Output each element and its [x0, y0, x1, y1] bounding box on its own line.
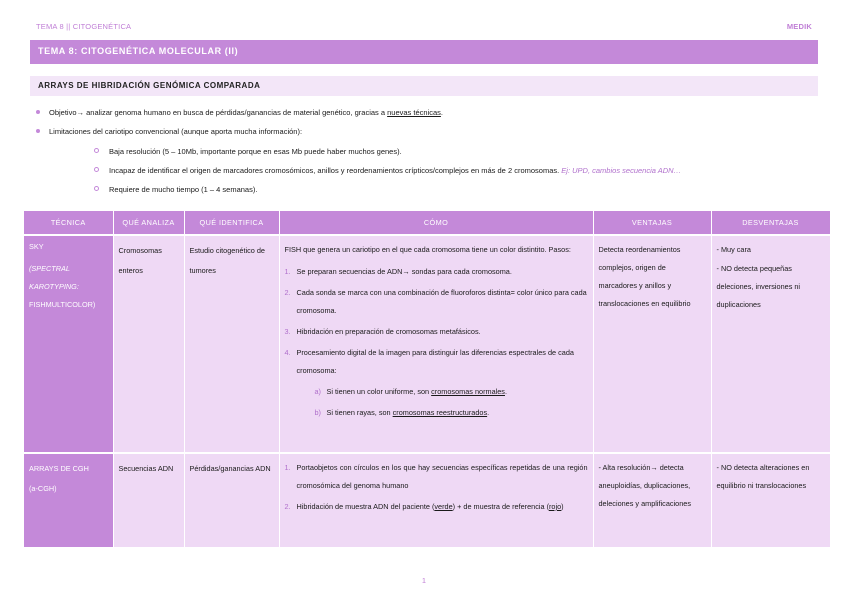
header-right: MEDIK: [786, 22, 812, 31]
bullet-ring-icon: [94, 186, 99, 191]
page-header: [36, 22, 812, 34]
list-item: b) Si tienen rayas, son cromosomas reestructurados.: [314, 408, 490, 417]
cgh-technique-cell: ARRAYS DE CGH (a-CGH): [24, 453, 113, 547]
col-ventajas: VENTAJAS: [593, 211, 711, 235]
sub-bullet-tiempo: Requiere de mucho tiempo (1 – 4 semanas).: [94, 185, 257, 195]
header-left: TEMA 8 || CITOGENÉTICA: [36, 22, 132, 31]
list-item: 4. Procesamiento digital de la imagen para distinguir las diferencias espectrales de cada cromosoma: a) Si tienen un color uniforme, son cromosomas normales. b) Si tienen rayas, son cromosomas reestructurados.: [285, 344, 588, 422]
sky-desventajas-cell: - Muy cara - NO detecta pequeñas deleciones, inversiones ni duplicaciones: [711, 235, 830, 453]
bullet-dot-icon: [36, 129, 40, 133]
bullet-ring-icon: [94, 167, 99, 172]
page-number: 1: [421, 576, 427, 585]
list-item: 2. Hibridación de muestra ADN del paciente (verde) + de muestra de referencia (rojo): [284, 502, 564, 511]
cgh-como-cell: [279, 453, 593, 547]
sky-identifica-cell: Estudio citogenético de tumores: [184, 235, 279, 453]
sky-ventajas-cell: Detecta reordenamientos complejos, origen de marcadores y anillos y translocaciones en equilibrio: [593, 235, 711, 453]
col-como: CÓMO: [279, 211, 593, 235]
table-header-row: [24, 211, 830, 235]
bullet-objetivo: Objetivo→ analizar genoma humano en busca de pérdidas/ganancias de material genético, gracias a nuevas técnicas.: [36, 108, 443, 118]
col-analiza: QUÉ ANALIZA: [113, 211, 184, 235]
techniques-table: [24, 211, 831, 547]
sub-bullet-resolucion: Baja resolución (5 – 10Mb, importante porque en esas Mb puede haber muchos genes).: [94, 147, 402, 157]
page-title: TEMA 8: CITOGENÉTICA MOLECULAR (II): [30, 40, 818, 64]
bullet-dot-icon: [36, 110, 40, 114]
cgh-ventajas-cell: - Alta resolución→ detecta aneuploidías, duplicaciones, deleciones y amplificaciones: [593, 453, 711, 547]
nuevas-tecnicas-link[interactable]: nuevas técnicas: [387, 108, 441, 117]
list-item: 2. Cada sonda se marca con una combinación de fluoroforos distinta= color único para cada cromosoma.: [284, 288, 587, 315]
list-item: 1. Portaobjetos con círculos en los que hay secuencias específicas repetidas de una región cromosómica del genoma humano: [284, 463, 588, 490]
cgh-desventajas-cell: - NO detecta alteraciones en equilibrio ni translocaciones: [711, 453, 830, 547]
list-item: 1. Se preparan secuencias de ADN→ sondas para cada cromosoma.: [284, 267, 512, 276]
sky-technique-cell: SKY (SPECTRAL KAROTYPING: FISHMULTICOLOR): [24, 235, 113, 453]
cgh-analiza-cell: Secuencias ADN: [113, 453, 184, 547]
section-title: ARRAYS DE HIBRIDACIÓN GENÓMICA COMPARADA: [30, 76, 818, 96]
list-item: 3. Hibridación en preparación de cromosomas metafásicos.: [284, 327, 481, 336]
table-row: [24, 235, 830, 453]
cgh-identifica-cell: Pérdidas/ganancias ADN: [184, 453, 279, 547]
bullet-limitaciones: Limitaciones del cariotipo convencional (aunque aporta mucha información):: [36, 127, 302, 137]
col-tecnica: TÉCNICA: [24, 211, 113, 235]
sky-analiza-cell: Cromosomas enteros: [113, 235, 184, 453]
sub-bullet-incapaz: Incapaz de identificar el origen de marcadores cromosómicos, anillos y reordenamientos crípticos/complejos en más de 2 cromosomas. Ej: UPD, cambios secuencia ADN…: [94, 166, 681, 176]
table-row: [24, 453, 830, 547]
col-desventajas: DESVENTAJAS: [711, 211, 830, 235]
col-identifica: QUÉ IDENTIFICA: [184, 211, 279, 235]
sky-como-cell: FISH que genera un cariotipo en el que cada cromosoma tiene un color distintito. Pasos: 1. Se preparan secuencias de ADN→ sondas para cada cromosoma. 2. Cada sonda se marca con una combinación de fluoroforos distinta= color único para cada cromosoma. 3. Hibridación en preparación de cromosomas metafásicos. 4. Procesamiento digital de la imagen para distinguir las diferencias espectrales de cada cromosoma: a) Si tienen un color uniforme, son cromosomas normales. b) Si tienen rayas, son cromosomas reestructurados.: [279, 235, 593, 453]
list-item: a) Si tienen un color uniforme, son cromosomas normales.: [314, 387, 507, 396]
bullet-ring-icon: [94, 148, 99, 153]
